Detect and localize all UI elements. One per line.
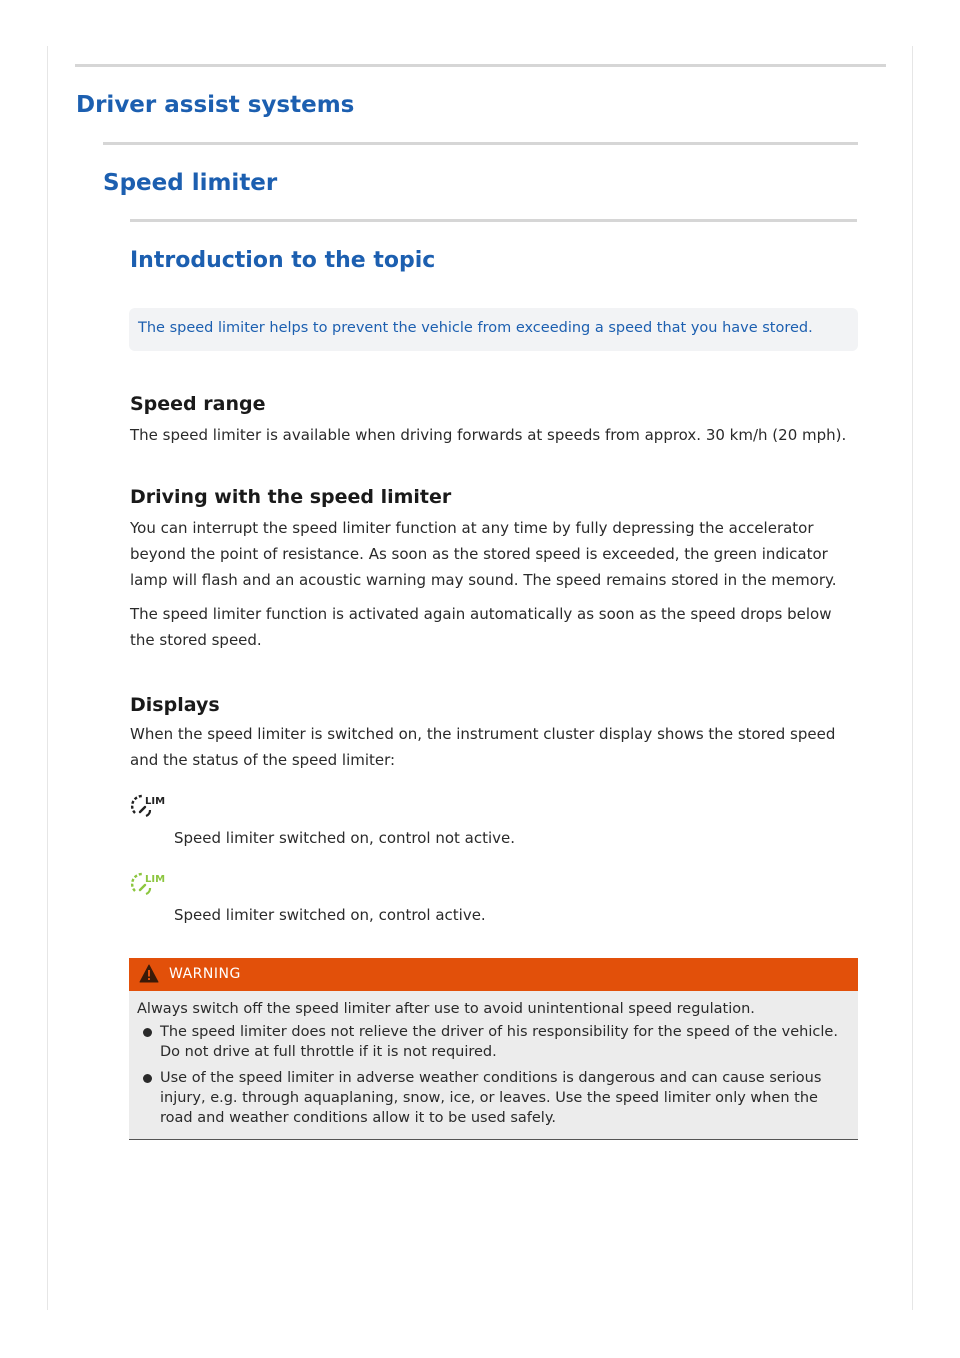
- section-divider: [103, 142, 858, 145]
- topic-title: Introduction to the topic: [130, 248, 436, 273]
- intro-text: The speed limiter helps to prevent the vehicle from exceeding a speed that you have stored.: [138, 320, 813, 336]
- speed-limiter-caption: Speed limiter switched on, control not active.: [174, 829, 516, 847]
- list-item: [137, 1022, 850, 1062]
- chapter-title: Driver assist systems: [76, 92, 355, 118]
- topic-divider: [130, 219, 857, 222]
- bullet-icon: [143, 1074, 152, 1083]
- speed-range-title: Speed range: [130, 393, 266, 415]
- speed-limiter-active-caption: Speed limiter switched on, control active.: [174, 906, 486, 924]
- speed-limiter-icon: [130, 790, 170, 824]
- driving-title: Driving with the speed limiter: [130, 486, 452, 508]
- warning-label: WARNING: [169, 966, 241, 982]
- warning-bullet-text: The speed limiter does not relieve the driver of his responsibility for the speed of the vehicle. Do not drive at full throttle if it is not required.: [160, 1024, 838, 1060]
- left-page-rule: [47, 46, 48, 1310]
- speed-limiter-active-icon-label: LIM: [145, 874, 166, 885]
- warning-intro: Always switch off the speed limiter after use to avoid unintentional speed regulation.: [137, 1001, 755, 1017]
- bullet-icon: [143, 1028, 152, 1037]
- warning-bullet-text: Use of the speed limiter in adverse weather conditions is dangerous and can cause serious injury, e.g. through aquaplaning, snow, ice, or leaves. Use the speed limiter only when the road and weather conditions allow it to be used safely.: [160, 1070, 822, 1126]
- list-item: [137, 1068, 850, 1128]
- warning-triangle-icon: [139, 964, 159, 987]
- right-page-rule: [912, 46, 913, 1310]
- warning-header: [129, 958, 858, 991]
- chapter-divider: [75, 64, 886, 67]
- displays-text: When the speed limiter is switched on, the instrument cluster display shows the stored speed and the status of the speed limiter:: [130, 725, 836, 769]
- speed-range-text: The speed limiter is available when driving forwards at speeds from approx. 30 km/h (20 mph).: [130, 426, 847, 444]
- speed-limiter-icon-label: LIM: [145, 796, 166, 807]
- driving-paragraph-2: The speed limiter function is activated again automatically as soon as the speed drops below the stored speed.: [130, 605, 832, 649]
- section-title: Speed limiter: [103, 170, 278, 196]
- driving-paragraph-1: You can interrupt the speed limiter function at any time by fully depressing the accelerator beyond the point of resistance. As soon as the stored speed is exceeded, the green indicator lamp will flash and an acoustic warning may sound. The speed remains stored in the memory.: [130, 519, 837, 589]
- intro-box: [129, 308, 858, 351]
- displays-title: Displays: [130, 694, 220, 716]
- speed-limiter-active-icon: [130, 868, 170, 902]
- warning-body: [129, 991, 858, 1140]
- warning-list: [137, 1022, 850, 1128]
- warning-box: [129, 958, 858, 1140]
